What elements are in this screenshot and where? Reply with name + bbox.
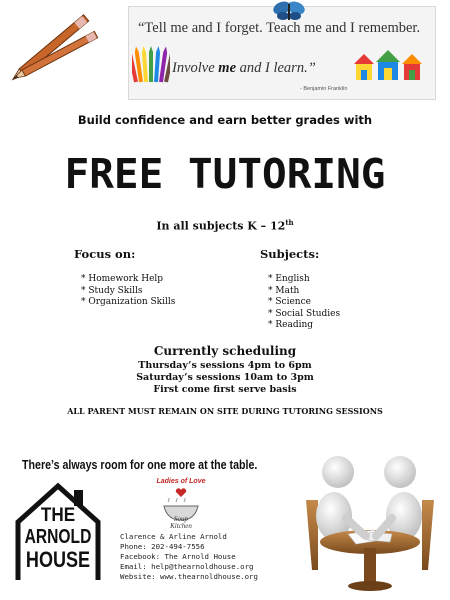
focus-list <box>81 274 175 309</box>
schedule-line-saturday: Saturday’s sessions 10am to 3pm <box>136 372 314 383</box>
focus-item: * Organization Skills <box>81 297 176 307</box>
arnold-logo-line-1: THE <box>40 505 76 526</box>
schedule-line-first-come: First come first serve basis <box>153 384 297 395</box>
crayon-icon <box>149 46 153 82</box>
schedule-heading: Currently scheduling <box>153 344 297 358</box>
figures-at-table-illustration <box>300 438 440 594</box>
arnold-logo-line-3: HOUSE <box>25 547 91 572</box>
subjects-heading: Subjects: <box>260 247 320 261</box>
quote-line-2-pre: Involve <box>172 60 219 76</box>
contact-phone: Phone: 202-494-7556 <box>120 542 205 551</box>
grades-text: In all subjects K – 12 <box>156 219 286 233</box>
crayon-icon <box>141 46 148 82</box>
pencils-illustration <box>10 8 110 90</box>
subjects-item: * Reading <box>268 320 314 330</box>
grades-sup: th <box>285 218 294 227</box>
quote-line-1: “Tell me and I forget. Teach me and I remember. <box>138 20 421 36</box>
subjects-item: * Math <box>268 285 300 296</box>
focus-item: * Study Skills <box>81 285 143 296</box>
contact-website: Website: www.thearnoldhouse.org <box>120 572 258 581</box>
quote-attribution: - Benjamin Franklin <box>300 86 348 92</box>
houses-icon <box>352 50 424 82</box>
ladies-of-love-text: Ladies of Love <box>156 478 206 485</box>
heart-icon <box>175 488 187 498</box>
subjects-item: * Science <box>268 297 311 307</box>
parent-notice: ALL PARENT MUST REMAIN ON SITE DURING TUTORING SESSIONS <box>67 406 383 416</box>
butterfly-icon <box>272 0 306 22</box>
grades-line <box>0 218 450 233</box>
soup-kitchen-text: Soup Kitchen <box>170 515 192 530</box>
schedule-line-thursday: Thursday’s sessions 4pm to 6pm <box>138 360 312 371</box>
tagline: Build confidence and earn better grades with <box>77 113 373 127</box>
focus-heading: Focus on: <box>74 247 136 261</box>
arnold-logo-line-2: ARNOLD <box>24 526 92 548</box>
subjects-item: * Social Studies <box>268 308 341 319</box>
crayon-icon <box>154 46 161 82</box>
quote-line-2-post: and I learn.” <box>236 60 316 76</box>
crayons-icon <box>132 44 170 84</box>
arnold-house-logo <box>12 482 104 582</box>
contact-names: Clarence & Arline Arnold <box>120 532 227 541</box>
subjects-item: * English <box>268 274 310 284</box>
headline: FREE TUTORING <box>64 150 386 198</box>
contact-facebook: Facebook: The Arnold House <box>120 552 236 561</box>
subjects-list <box>268 274 340 332</box>
focus-item: * Homework Help <box>81 274 164 284</box>
ladies-of-love-logo <box>150 478 212 538</box>
contact-email: Email: help@thearnoldhouse.org <box>120 562 254 571</box>
quote-line-2-me: me <box>218 60 237 76</box>
quote-line-2 <box>172 60 316 77</box>
room-slogan: There’s always room for one more at the table. <box>22 457 258 472</box>
